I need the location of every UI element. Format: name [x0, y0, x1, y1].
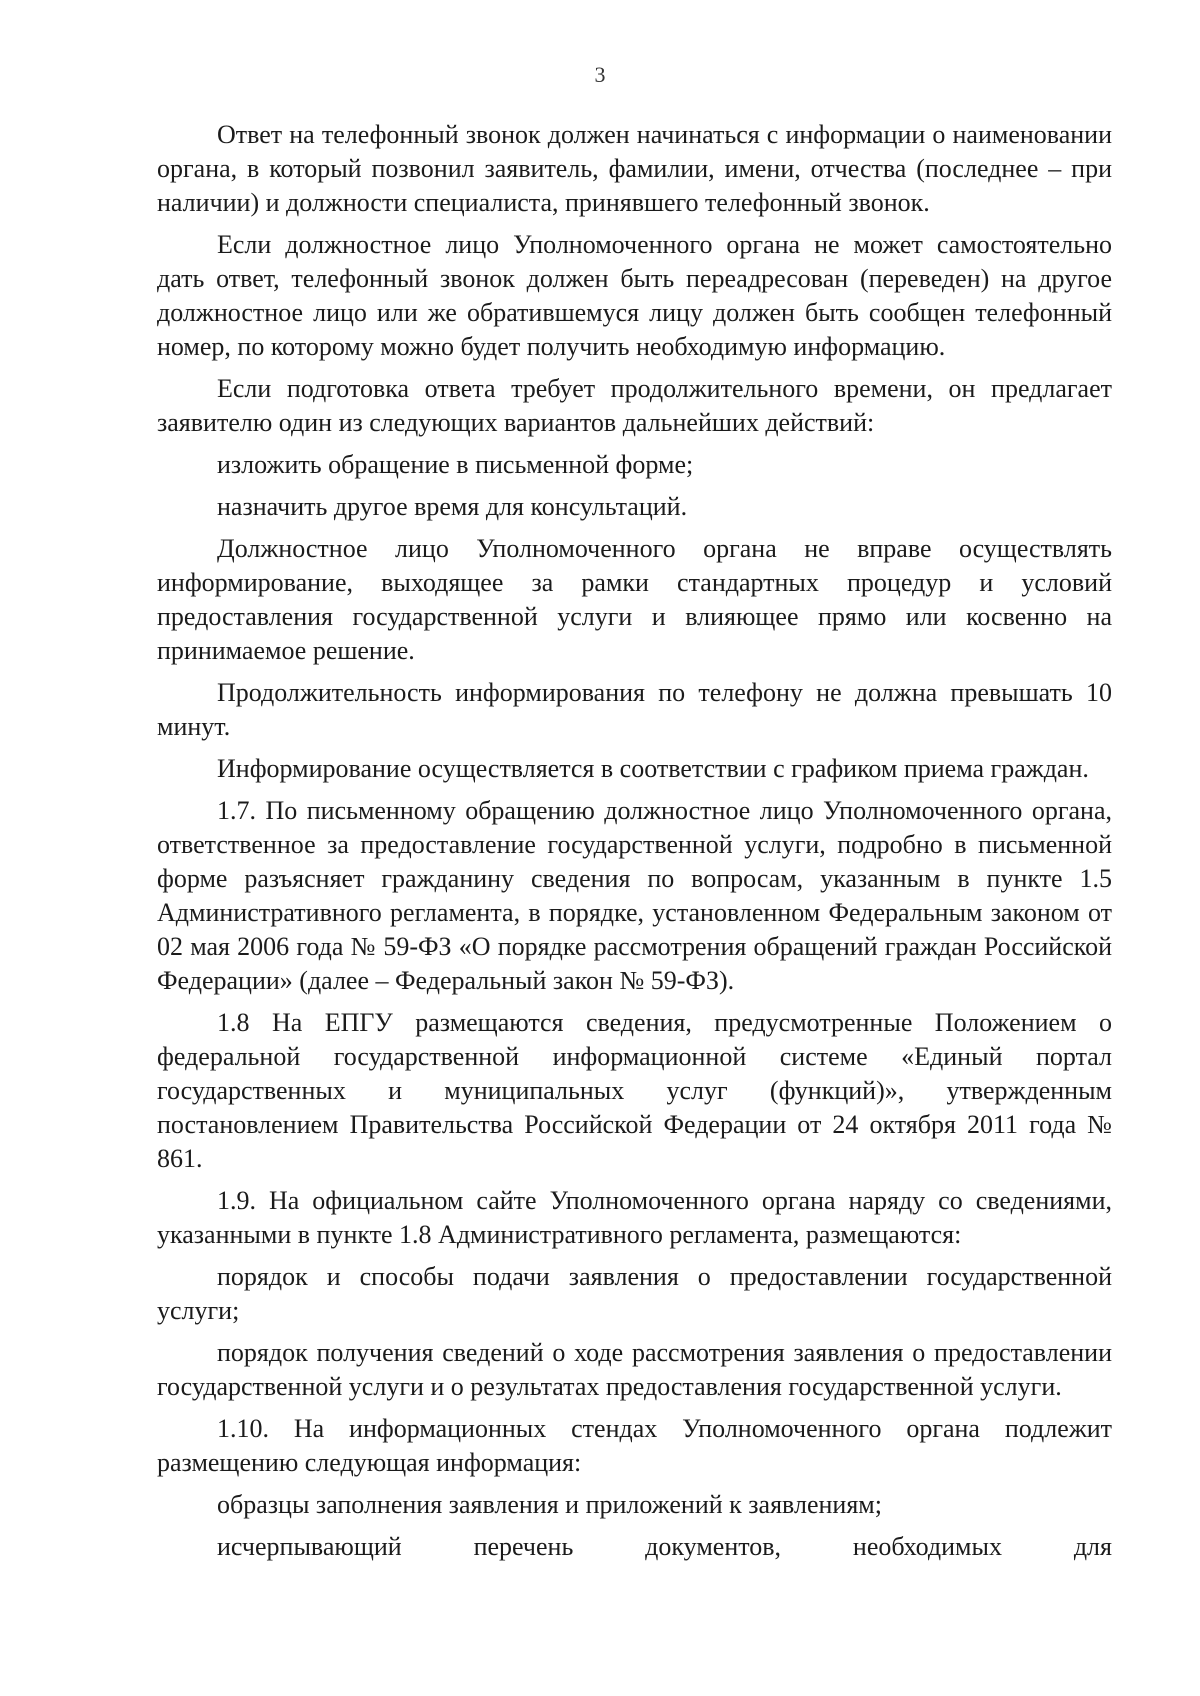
list-item: порядок и способы подачи заявления о предоставлении государственной услуги; [157, 1262, 1112, 1325]
paragraph: Информирование осуществляется в соответствии с графиком приема граждан. [217, 754, 1089, 783]
paragraph: Если подготовка ответа требует продолжительного времени, он предлагает заявителю один из следующих вариантов дальнейших действий: [157, 374, 1112, 437]
page-number: 3 [594, 62, 606, 87]
paragraph: Если должностное лицо Уполномоченного органа не может самостоятельно дать ответ, телефонный звонок должен быть переадресован (переведен) на другое должностное лицо или же обратившемуся лицу должен быть сообщен телефонный номер, по которому можно будет получить необходимую информацию. [157, 230, 1112, 361]
paragraph: Ответ на телефонный звонок должен начинаться с информации о наименовании органа, в который позвонил заявитель, фамилии, имени, отчества (последнее – при наличии) и должности специалиста, принявшего телефонный звонок. [157, 120, 1112, 217]
list-item: исчерпывающий перечень документов, необходимых для [217, 1532, 1112, 1561]
list-item: назначить другое время для консультаций. [217, 492, 688, 521]
section-1-8: 1.8 На ЕПГУ размещаются сведения, предусмотренные Положением о федеральной государственной информационной системе «Единый портал государственных и муниципальных услуг (функций)», утвержденным постановлением Правительства Российской Федерации от 24 октября 2011 года № 861. [157, 1008, 1112, 1173]
section-1-9: 1.9. На официальном сайте Уполномоченного органа наряду со сведениями, указанными в пункте 1.8 Административного регламента, размещаются: [157, 1186, 1112, 1249]
paragraph: Должностное лицо Уполномоченного органа не вправе осуществлять информирование, выходящее за рамки стандартных процедур и условий предоставления государственной услуги и влияющее прямо или косвенно на принимаемое решение. [157, 534, 1112, 665]
list-item: образцы заполнения заявления и приложений к заявлениям; [217, 1490, 882, 1519]
paragraph: Продолжительность информирования по телефону не должна превышать 10 минут. [157, 678, 1112, 741]
list-item: изложить обращение в письменной форме; [217, 450, 694, 479]
section-1-10: 1.10. На информационных стендах Уполномоченного органа подлежит размещению следующая информация: [157, 1414, 1112, 1477]
section-1-7: 1.7. По письменному обращению должностное лицо Уполномоченного органа, ответственное за предоставление государственной услуги, подробно в письменной форме разъясняет гражданину сведения по вопросам, указанным в пункте 1.5 Административного регламента, в порядке, установленном Федеральным законом от 02 мая 2006 года № 59-ФЗ «О порядке рассмотрения обращений граждан Российской Федерации» (далее – Федеральный закон № 59-ФЗ). [157, 796, 1112, 995]
document-body [157, 118, 1112, 1564]
list-item: порядок получения сведений о ходе рассмотрения заявления о предоставлении государственной услуги и о результатах предоставления государственной услуги. [157, 1338, 1112, 1401]
